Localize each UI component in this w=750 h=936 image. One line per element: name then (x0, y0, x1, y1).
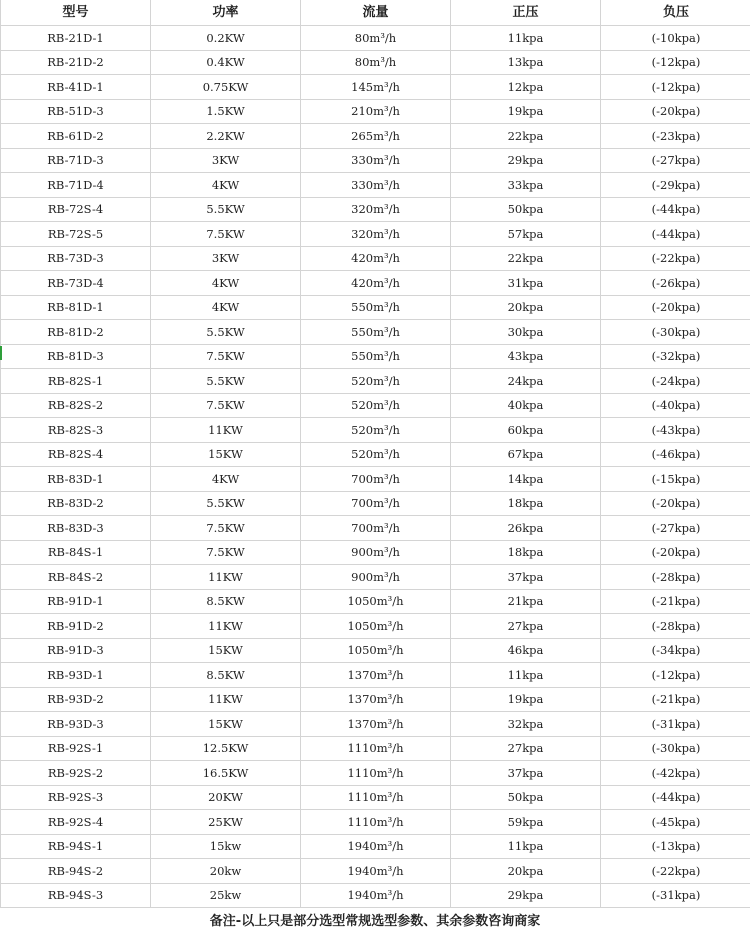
cell-flow: 1050m³/h (301, 589, 451, 614)
table-row (1, 712, 750, 737)
table-row (1, 883, 750, 908)
cell-positive-pressure: 11kpa (451, 26, 601, 51)
cell-flow: 520m³/h (301, 442, 451, 467)
cell-power: 4KW (151, 271, 301, 296)
cell-negative-pressure: (-30kpa) (601, 320, 750, 345)
table-row (1, 173, 750, 198)
cell-model: RB-82S-4 (1, 442, 151, 467)
table-row (1, 75, 750, 100)
cell-model: RB-81D-3 (1, 344, 151, 369)
table-row (1, 148, 750, 173)
cell-negative-pressure: (-43kpa) (601, 418, 750, 443)
cell-negative-pressure: (-42kpa) (601, 761, 750, 786)
header-model: 型号 (1, 0, 151, 26)
cell-power: 4KW (151, 467, 301, 492)
table-row (1, 859, 750, 884)
cell-power: 15KW (151, 638, 301, 663)
cell-negative-pressure: (-34kpa) (601, 638, 750, 663)
cell-flow: 330m³/h (301, 148, 451, 173)
cell-negative-pressure: (-20kpa) (601, 99, 750, 124)
cell-power: 11KW (151, 565, 301, 590)
table-row (1, 614, 750, 639)
cell-negative-pressure: (-10kpa) (601, 26, 750, 51)
cell-positive-pressure: 18kpa (451, 491, 601, 516)
cell-model: RB-73D-4 (1, 271, 151, 296)
cell-negative-pressure: (-22kpa) (601, 246, 750, 271)
cell-negative-pressure: (-12kpa) (601, 75, 750, 100)
cell-flow: 1110m³/h (301, 736, 451, 761)
cell-flow: 700m³/h (301, 516, 451, 541)
cell-positive-pressure: 24kpa (451, 369, 601, 394)
cell-flow: 1940m³/h (301, 883, 451, 908)
cell-power: 4KW (151, 173, 301, 198)
cell-power: 0.4KW (151, 50, 301, 75)
header-negative-pressure: 负压 (601, 0, 750, 26)
cell-flow: 80m³/h (301, 26, 451, 51)
cell-positive-pressure: 20kpa (451, 295, 601, 320)
cell-model: RB-21D-1 (1, 26, 151, 51)
cell-positive-pressure: 12kpa (451, 75, 601, 100)
cell-positive-pressure: 46kpa (451, 638, 601, 663)
cell-power: 7.5KW (151, 516, 301, 541)
table-row (1, 26, 750, 51)
cell-power: 11KW (151, 687, 301, 712)
cell-flow: 1050m³/h (301, 638, 451, 663)
table-row (1, 565, 750, 590)
cell-power: 1.5KW (151, 99, 301, 124)
cell-positive-pressure: 31kpa (451, 271, 601, 296)
cell-negative-pressure: (-40kpa) (601, 393, 750, 418)
cell-flow: 1370m³/h (301, 663, 451, 688)
cell-model: RB-83D-2 (1, 491, 151, 516)
table-row (1, 540, 750, 565)
cell-positive-pressure: 40kpa (451, 393, 601, 418)
footnote: 备注-以上只是部分选型常规选型参数、其余参数咨询商家 (209, 914, 541, 929)
cell-model: RB-94S-2 (1, 859, 151, 884)
cell-flow: 520m³/h (301, 418, 451, 443)
cell-positive-pressure: 29kpa (451, 883, 601, 908)
table-row (1, 99, 750, 124)
cell-flow: 1050m³/h (301, 614, 451, 639)
cell-positive-pressure: 27kpa (451, 614, 601, 639)
cell-model: RB-71D-4 (1, 173, 151, 198)
table-row (1, 50, 750, 75)
cell-power: 15KW (151, 712, 301, 737)
cell-flow: 700m³/h (301, 491, 451, 516)
edge-marker (0, 346, 2, 360)
cell-power: 3KW (151, 246, 301, 271)
header-positive-pressure: 正压 (451, 0, 601, 26)
cell-power: 5.5KW (151, 197, 301, 222)
cell-flow: 145m³/h (301, 75, 451, 100)
cell-power: 3KW (151, 148, 301, 173)
table-row (1, 638, 750, 663)
cell-power: 7.5KW (151, 393, 301, 418)
cell-negative-pressure: (-44kpa) (601, 222, 750, 247)
table-row (1, 124, 750, 149)
cell-flow: 1110m³/h (301, 810, 451, 835)
cell-power: 2.2KW (151, 124, 301, 149)
cell-flow: 900m³/h (301, 565, 451, 590)
cell-negative-pressure: (-28kpa) (601, 565, 750, 590)
cell-model: RB-93D-3 (1, 712, 151, 737)
table-row (1, 810, 750, 835)
cell-model: RB-82S-1 (1, 369, 151, 394)
table-row (1, 344, 750, 369)
table-row (1, 736, 750, 761)
header-power: 功率 (151, 0, 301, 26)
cell-positive-pressure: 50kpa (451, 785, 601, 810)
cell-model: RB-81D-2 (1, 320, 151, 345)
cell-positive-pressure: 14kpa (451, 467, 601, 492)
table-row (1, 320, 750, 345)
cell-positive-pressure: 21kpa (451, 589, 601, 614)
cell-model: RB-61D-2 (1, 124, 151, 149)
cell-power: 5.5KW (151, 369, 301, 394)
cell-power: 16.5KW (151, 761, 301, 786)
cell-flow: 80m³/h (301, 50, 451, 75)
cell-power: 4KW (151, 295, 301, 320)
header-row (1, 0, 750, 26)
cell-power: 20KW (151, 785, 301, 810)
cell-model: RB-91D-1 (1, 589, 151, 614)
cell-power: 11KW (151, 418, 301, 443)
cell-positive-pressure: 18kpa (451, 540, 601, 565)
cell-model: RB-72S-5 (1, 222, 151, 247)
table-row (1, 687, 750, 712)
cell-power: 7.5KW (151, 222, 301, 247)
cell-positive-pressure: 57kpa (451, 222, 601, 247)
cell-negative-pressure: (-12kpa) (601, 663, 750, 688)
cell-flow: 320m³/h (301, 197, 451, 222)
spec-table-header (1, 0, 750, 26)
cell-flow: 550m³/h (301, 295, 451, 320)
cell-positive-pressure: 37kpa (451, 761, 601, 786)
cell-positive-pressure: 32kpa (451, 712, 601, 737)
cell-negative-pressure: (-29kpa) (601, 173, 750, 198)
table-row (1, 369, 750, 394)
cell-negative-pressure: (-45kpa) (601, 810, 750, 835)
cell-power: 15KW (151, 442, 301, 467)
cell-flow: 520m³/h (301, 393, 451, 418)
cell-model: RB-92S-4 (1, 810, 151, 835)
cell-negative-pressure: (-31kpa) (601, 712, 750, 737)
cell-positive-pressure: 26kpa (451, 516, 601, 541)
table-row (1, 467, 750, 492)
cell-model: RB-84S-1 (1, 540, 151, 565)
cell-positive-pressure: 50kpa (451, 197, 601, 222)
table-row (1, 393, 750, 418)
cell-negative-pressure: (-31kpa) (601, 883, 750, 908)
cell-power: 7.5KW (151, 344, 301, 369)
cell-flow: 1110m³/h (301, 785, 451, 810)
cell-positive-pressure: 22kpa (451, 246, 601, 271)
cell-power: 11KW (151, 614, 301, 639)
cell-power: 8.5KW (151, 589, 301, 614)
cell-flow: 550m³/h (301, 344, 451, 369)
cell-flow: 330m³/h (301, 173, 451, 198)
cell-power: 0.75KW (151, 75, 301, 100)
cell-negative-pressure: (-44kpa) (601, 197, 750, 222)
cell-positive-pressure: 59kpa (451, 810, 601, 835)
table-row (1, 663, 750, 688)
table-row (1, 246, 750, 271)
cell-negative-pressure: (-13kpa) (601, 834, 750, 859)
cell-negative-pressure: (-44kpa) (601, 785, 750, 810)
cell-flow: 550m³/h (301, 320, 451, 345)
cell-negative-pressure: (-23kpa) (601, 124, 750, 149)
cell-positive-pressure: 11kpa (451, 834, 601, 859)
cell-power: 15kw (151, 834, 301, 859)
cell-positive-pressure: 27kpa (451, 736, 601, 761)
cell-power: 25kw (151, 883, 301, 908)
cell-power: 12.5KW (151, 736, 301, 761)
cell-model: RB-72S-4 (1, 197, 151, 222)
table-row (1, 785, 750, 810)
cell-positive-pressure: 19kpa (451, 99, 601, 124)
cell-flow: 210m³/h (301, 99, 451, 124)
cell-power: 20kw (151, 859, 301, 884)
cell-model: RB-41D-1 (1, 75, 151, 100)
cell-negative-pressure: (-15kpa) (601, 467, 750, 492)
cell-model: RB-94S-3 (1, 883, 151, 908)
cell-negative-pressure: (-22kpa) (601, 859, 750, 884)
table-row (1, 491, 750, 516)
cell-positive-pressure: 11kpa (451, 663, 601, 688)
cell-negative-pressure: (-28kpa) (601, 614, 750, 639)
cell-model: RB-83D-3 (1, 516, 151, 541)
cell-model: RB-81D-1 (1, 295, 151, 320)
cell-positive-pressure: 67kpa (451, 442, 601, 467)
cell-flow: 700m³/h (301, 467, 451, 492)
cell-negative-pressure: (-30kpa) (601, 736, 750, 761)
cell-model: RB-91D-2 (1, 614, 151, 639)
cell-negative-pressure: (-24kpa) (601, 369, 750, 394)
cell-model: RB-73D-3 (1, 246, 151, 271)
cell-model: RB-71D-3 (1, 148, 151, 173)
cell-positive-pressure: 60kpa (451, 418, 601, 443)
cell-negative-pressure: (-20kpa) (601, 540, 750, 565)
cell-positive-pressure: 19kpa (451, 687, 601, 712)
cell-positive-pressure: 13kpa (451, 50, 601, 75)
cell-model: RB-92S-3 (1, 785, 151, 810)
cell-flow: 1940m³/h (301, 834, 451, 859)
table-row (1, 418, 750, 443)
cell-flow: 420m³/h (301, 271, 451, 296)
table-row (1, 834, 750, 859)
table-row (1, 761, 750, 786)
cell-positive-pressure: 22kpa (451, 124, 601, 149)
cell-model: RB-93D-2 (1, 687, 151, 712)
cell-power: 0.2KW (151, 26, 301, 51)
cell-power: 5.5KW (151, 491, 301, 516)
cell-flow: 265m³/h (301, 124, 451, 149)
cell-model: RB-92S-1 (1, 736, 151, 761)
table-row (1, 442, 750, 467)
cell-model: RB-82S-3 (1, 418, 151, 443)
cell-model: RB-51D-3 (1, 99, 151, 124)
cell-model: RB-83D-1 (1, 467, 151, 492)
cell-flow: 1370m³/h (301, 712, 451, 737)
cell-model: RB-93D-1 (1, 663, 151, 688)
cell-power: 5.5KW (151, 320, 301, 345)
cell-power: 7.5KW (151, 540, 301, 565)
cell-model: RB-84S-2 (1, 565, 151, 590)
cell-flow: 1110m³/h (301, 761, 451, 786)
table-row (1, 197, 750, 222)
cell-positive-pressure: 37kpa (451, 565, 601, 590)
spec-table-body (1, 26, 750, 908)
cell-negative-pressure: (-12kpa) (601, 50, 750, 75)
cell-positive-pressure: 20kpa (451, 859, 601, 884)
cell-flow: 320m³/h (301, 222, 451, 247)
cell-negative-pressure: (-21kpa) (601, 589, 750, 614)
cell-flow: 900m³/h (301, 540, 451, 565)
header-flow: 流量 (301, 0, 451, 26)
cell-negative-pressure: (-46kpa) (601, 442, 750, 467)
cell-model: RB-94S-1 (1, 834, 151, 859)
table-row (1, 589, 750, 614)
cell-negative-pressure: (-21kpa) (601, 687, 750, 712)
table-row (1, 516, 750, 541)
cell-model: RB-91D-3 (1, 638, 151, 663)
cell-flow: 520m³/h (301, 369, 451, 394)
cell-flow: 1370m³/h (301, 687, 451, 712)
cell-power: 8.5KW (151, 663, 301, 688)
cell-model: RB-82S-2 (1, 393, 151, 418)
cell-model: RB-92S-2 (1, 761, 151, 786)
cell-positive-pressure: 29kpa (451, 148, 601, 173)
cell-positive-pressure: 33kpa (451, 173, 601, 198)
cell-positive-pressure: 43kpa (451, 344, 601, 369)
cell-negative-pressure: (-27kpa) (601, 148, 750, 173)
cell-flow: 420m³/h (301, 246, 451, 271)
cell-negative-pressure: (-20kpa) (601, 491, 750, 516)
table-row (1, 295, 750, 320)
cell-negative-pressure: (-32kpa) (601, 344, 750, 369)
cell-flow: 1940m³/h (301, 859, 451, 884)
cell-model: RB-21D-2 (1, 50, 151, 75)
cell-negative-pressure: (-20kpa) (601, 295, 750, 320)
cell-negative-pressure: (-26kpa) (601, 271, 750, 296)
table-row (1, 271, 750, 296)
table-row (1, 222, 750, 247)
cell-positive-pressure: 30kpa (451, 320, 601, 345)
cell-negative-pressure: (-27kpa) (601, 516, 750, 541)
cell-power: 25KW (151, 810, 301, 835)
